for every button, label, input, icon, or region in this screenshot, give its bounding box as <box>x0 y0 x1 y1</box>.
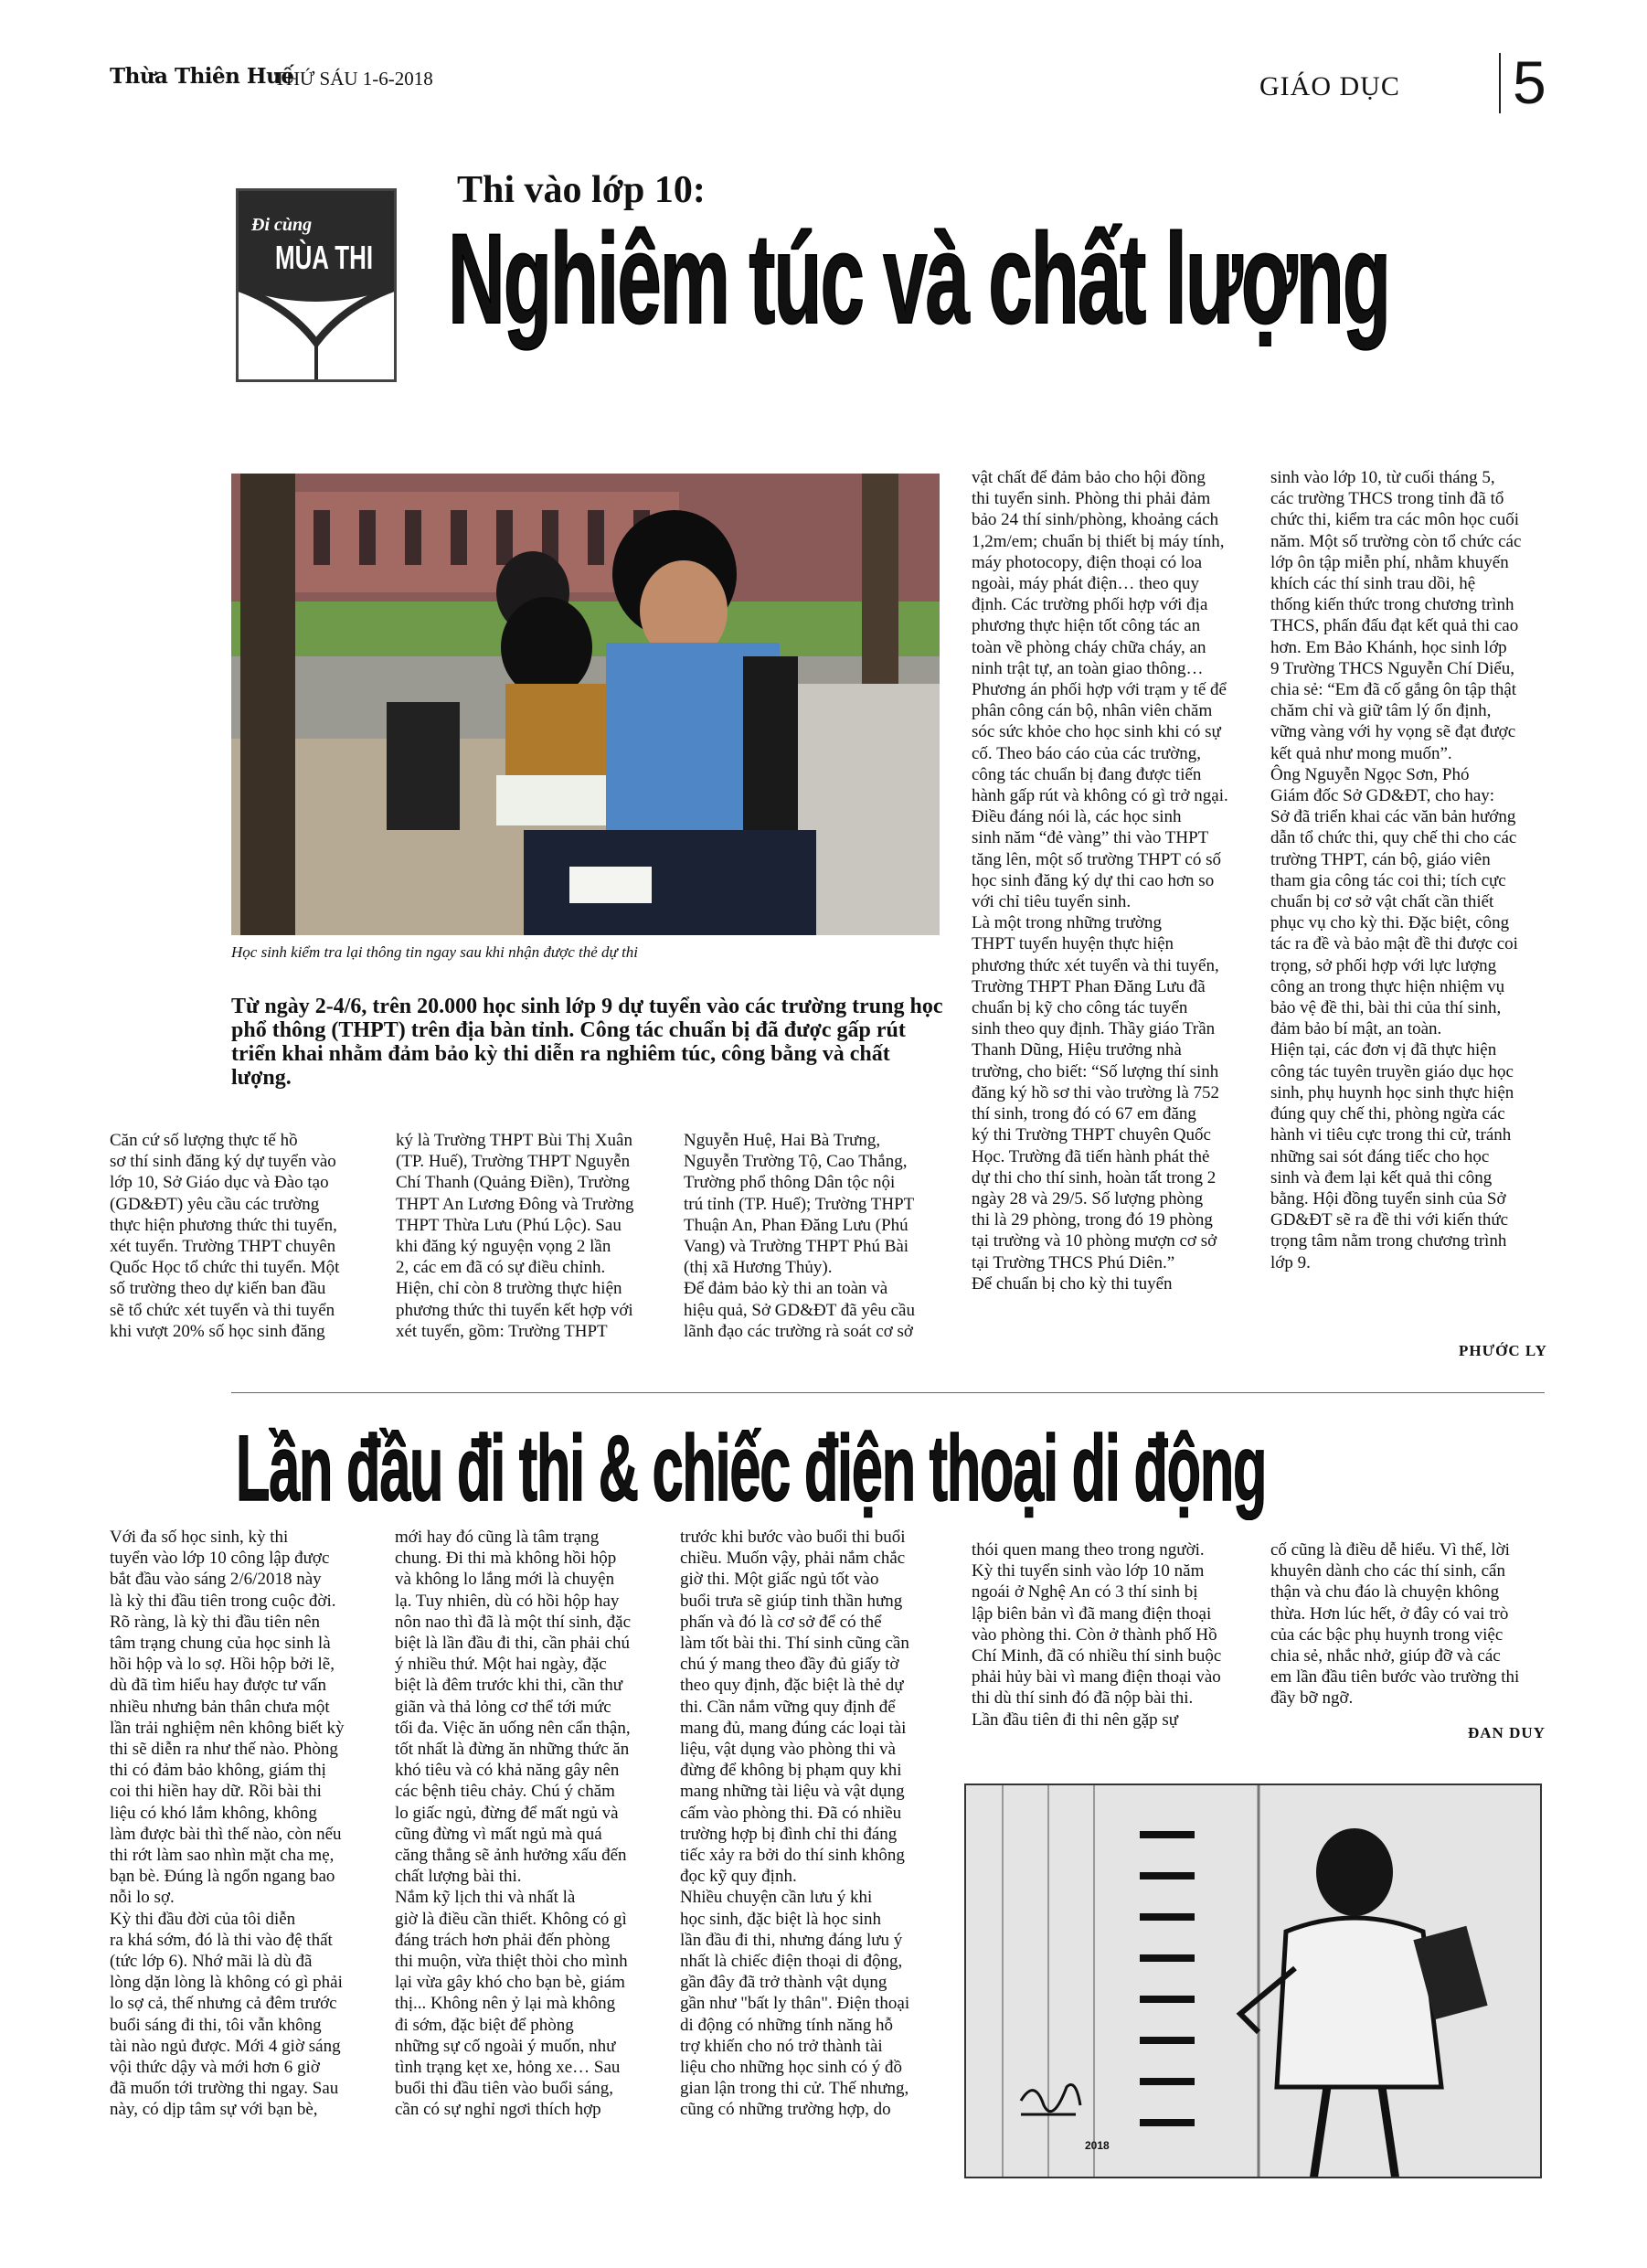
header-divider <box>1499 53 1501 113</box>
page-number: 5 <box>1513 48 1546 116</box>
article2-column-5: cố cũng là điều dễ hiểu. Vì thế, lời khuyên dành cho các thí sinh, cẩn thận và chu đáo là chuyện không thừa. Hơn lúc hết, ở đây có vai trò của các bậc phụ huynh trong việc chia sẻ, nhắc nhở, giúp đỡ và các em lần đầu tiên bước vào trường thi đầy bỡ ngỡ. <box>1270 1540 1520 1709</box>
photo-caption: Học sinh kiểm tra lại thông tin ngay sau khi nhận được thẻ dự thi <box>231 943 639 961</box>
students-photo <box>231 474 940 935</box>
article-column-2: ký là Trường THPT Bùi Thị Xuân (TP. Huế), Trường THPT Nguyễn Chí Thanh (Quảng Điền), Trường THPT An Lương Đông và Trường THPT Thừa Lưu (Phú Lộc). Sau khi đăng ký nguyện vọng 2 lần 2, các em đã có sự điều chỉnh. Hiện, chỉ còn 8 trường thực hiện phương thức thi tuyển kết hợp với xét tuyển, gồm: Trường THPT <box>396 1131 634 1341</box>
article2-column-2: mới hay đó cũng là tâm trạng chung. Đi thi mà không hồi hộp và không lo lắng mới là chuyện lạ. Tuy nhiên, dù có hồi hộp hay nôn nao thì đã là một thí sinh, đặc biệt là lần đầu đi thi, cần phải chú ý nhiều thứ. Một hai ngày, đặc biệt là đêm trước khi thi, cần thư giãn và thả lỏng cơ thể tới mức tối đa. Việc ăn uống nên cẩn thận, tốt nhất là đừng ăn những thức ăn khó tiêu và có khả năng gây nên các bệnh tiêu chảy. Chú ý chăm lo giấc ngủ, đừng để mất ngủ và cũng đừng vì mất ngủ mà quá căng thẳng sẽ ảnh hưởng xấu đến chất lượng bài thi. Nắm kỹ lịch thi và nhất là giờ là điều cần thiết. Không có gì đáng trách hơn phải đến phòng thi muộn, vừa thiệt thòi cho mình lại vừa gây khó cho bạn bè, giám thị... Không nên ỷ lại mà không đi sớm, đặc biệt để phòng những sự cố ngoài ý muốn, như tình trạng kẹt xe, hỏng xe… Sau buổi thi đầu tiên vào buổi sáng, cần có sự nghỉ ngơi thích hợp <box>395 1528 632 2120</box>
series-logo <box>236 188 397 382</box>
logo-line-large: MÙA THI <box>275 239 374 276</box>
issue-date: THỨ SÁU 1-6-2018 <box>274 68 433 90</box>
article-divider <box>231 1392 1545 1393</box>
newspaper-brand: Thừa Thiên Huế <box>110 64 294 89</box>
article2-headline: Lần đầu đi thi & chiếc điện thoại di động <box>236 1416 1267 1520</box>
section-title: GIÁO DỤC <box>1259 71 1400 101</box>
article-column-3: Nguyễn Huệ, Hai Bà Trưng, Nguyễn Trường Tộ, Cao Thắng, Trường phổ thông Dân tộc nội trú tỉnh (TP. Huế); Trường THPT Thuận An, Phan Đăng Lưu (Phú Vang) và Trường THPT Phú Bài (thị xã Hương Thủy). Để đảm bảo kỳ thi an toàn và hiệu quả, Sở GD&ĐT đã yêu cầu lãnh đạo các trường rà soát cơ sở <box>684 1131 915 1341</box>
article2-column-4: thói quen mang theo trong người. Kỳ thi tuyển sinh vào lớp 10 năm ngoái ở Nghệ An có 3 thí sinh bị lập biên bản vì đã mang điện thoại vào phòng thi. Còn ở thành phố Hồ Chí Minh, đã có nhiều thí sinh buộc phải hủy bài vì mang điện thoại vào thi dù thí sinh đó đã nộp bài thi. Lần đầu tiên đi thi nên gặp sự <box>972 1540 1222 1730</box>
article-column-4: vật chất để đảm bảo cho hội đồng thi tuyển sinh. Phòng thi phải đảm bảo 24 thí sinh/phòng, khoảng cách 1,2m/em; chuẩn bị thiết bị máy tính, máy photocopy, điện thoại có loa ngoài, máy phát điện… theo quy định. Các trường phối hợp với địa phương thực hiện tốt công tác an toàn về phòng cháy chữa cháy, an ninh trật tự, an toàn giao thông… Phương án phối hợp với trạm y tế để phân công cán bộ, nhân viên chăm sóc sức khỏe cho học sinh khi có sự cố. Theo báo cáo của các trường, công tác chuẩn bị đang được tiến hành gấp rút và không có gì trở ngại. Điều đáng nói là, các học sinh sinh năm “đẻ vàng” thi vào THPT tăng lên, một số trường THPT có số học sinh đăng ký dự thi cao hơn so với chỉ tiêu tuyển sinh. Là một trong những trường THPT tuyển huyện thực hiện phương thức xét tuyển và thi tuyển, Trường THPT Phan Đăng Lưu đã chuẩn bị kỹ cho công tác tuyển sinh theo quy định. Thầy giáo Trần Thanh Dũng, Hiệu trưởng nhà trường, cho biết: “Số lượng thí sinh đăng ký hồ sơ thi vào trường là 752 thí sinh, trong đó có 67 em đăng ký thi Trường THPT chuyên Quốc Học. Trường đã tiến hành phát thẻ dự thi cho thí sinh, hoàn tất trong 2 ngày 28 và 29/5. Số lượng phòng thi là 29 phòng, trong đó 19 phòng tại trường và 10 phòng mượn cơ sở tại Trường THCS Phú Diên.” Để chuẩn bị cho kỳ thi tuyển <box>972 468 1228 1294</box>
article-headline: Nghiêm túc và chất lượng <box>448 207 1390 350</box>
open-book-icon <box>239 279 394 379</box>
logo-line-small: Đi cùng <box>251 215 313 235</box>
article2-column-3: trước khi bước vào buổi thi buổi chiều. Muốn vậy, phải nắm chắc giờ thi. Một giấc ngủ tốt vào buổi trưa sẽ giúp tinh thần hưng phấn và đó là cơ sở để có thể làm tốt bài thi. Thí sinh cũng cần chú ý mang theo đầy đủ giấy tờ theo quy định, đặc biệt là thẻ dự thi. Cần nắm vững quy định để mang đủ, mang đúng các loại tài liệu, vật dụng vào phòng thi và đừng để không bị phạm quy khi mang những tài liệu và vật dụng cấm vào phòng thi. Đã có nhiều trường hợp bị đình chỉ thi đáng tiếc xảy ra bởi do thí sinh không đọc kỹ quy định. Nhiều chuyện cần lưu ý khi học sinh, đặc biệt là học sinh lần đầu đi thi, nhưng đáng lưu ý nhất là chiếc điện thoại di động, gần đây đã trở thành vật dụng gần như "bất ly thân". Điện thoại di động có những tính năng hỗ trợ khiến cho nó trở thành tài liệu cho những học sinh có ý đồ gian lận trong thi cử. Thế nhưng, cũng có những trường hợp, do <box>680 1528 910 2120</box>
student-sketch-illustration <box>964 1784 1542 2178</box>
article2-byline: ĐAN DUY <box>1468 1724 1546 1741</box>
article-kicker: Thi vào lớp 10: <box>457 169 706 211</box>
article-lead: Từ ngày 2-4/6, trên 20.000 học sinh lớp 9 dự tuyển vào các trường trung học phổ thông (THPT) trên địa bàn tỉnh. Công tác chuẩn bị đã được gấp rút triển khai nhằm đảm bảo kỳ thi diễn ra nghiêm túc, công bằng và chất lượng. <box>231 995 943 1090</box>
sketch-year: 2018 <box>1085 2139 1110 2152</box>
article-column-5: sinh vào lớp 10, từ cuối tháng 5, các trường THCS trong tỉnh đã tổ chức thi, kiểm tra các môn học cuối năm. Một số trường còn tổ chức các lớp ôn tập miễn phí, nhằm khuyến khích các thí sinh trau dồi, hệ thống kiến thức trong chương trình THCS, phấn đấu đạt kết quả thi cao hơn. Em Bảo Khánh, học sinh lớp 9 Trường THCS Nguyễn Chí Diểu, chia sẻ: “Em đã cố gắng ôn tập thật chăm chỉ và giữ tâm lý ổn định, vững vàng với hy vọng sẽ đạt được kết quả như mong muốn”. Ông Nguyễn Ngọc Sơn, Phó Giám đốc Sở GD&ĐT, cho hay: Sở đã triển khai các văn bản hướng dẫn tổ chức thi, quy chế thi cho các trường THPT, cán bộ, giáo viên tham gia công tác coi thi; tích cực chuẩn bị cơ sở vật chất cần thiết phục vụ cho kỳ thi. Đặc biệt, công tác ra đề và bảo mật đề thi được coi trọng, sở phối hợp với lực lượng công an trong thực hiện nhiệm vụ bảo vệ đề thi, bài thi của thí sinh, đảm bảo bí mật, an toàn. Hiện tại, các đơn vị đã thực hiện công tác tuyên truyền giáo dục học sinh, phụ huynh học sinh thực hiện đúng quy chế thi, phòng ngừa các hành vi tiêu cực trong thi cử, tránh những sai sót đáng tiếc cho học sinh và đem lại kết quả thi công bằng. Hội đồng tuyển sinh của Sở GD&ĐT sẽ ra đề thi với kiến thức trọng tâm nằm trong chương trình lớp 9. <box>1270 468 1522 1272</box>
article-byline: PHƯỚC LY <box>1459 1342 1547 1359</box>
article2-column-1: Với đa số học sinh, kỳ thi tuyển vào lớp 10 công lập được bắt đầu vào sáng 2/6/2018 này là kỳ thi đầu tiên trong cuộc đời. Rõ ràng, là kỳ thi đầu tiên nên tâm trạng chung của học sinh là hồi hộp và lo sợ. Hồi hộp bởi lẽ, dù đã tìm hiểu hay được tư vấn nhiều nhưng bản thân chưa một lần trải nghiệm nên không biết kỳ thi sẽ diễn ra như thế nào. Phòng thi có đảm bảo không, giám thị coi thi hiền hay dữ. Rồi bài thi liệu có khó lắm không, không làm được bài thì thế nào, còn nếu thi rớt làm sao nhìn mặt cha mẹ, bạn bè. Đúng là ngổn ngang bao nỗi lo sợ. Kỳ thi đầu đời của tôi diễn ra khá sớm, đó là thi vào đệ thất (tức lớp 6). Nhớ mãi là dù đã lòng dặn lòng là không có gì phải lo sợ cả, thế nhưng cả đêm trước buổi sáng đi thi, tôi vẫn không tài nào ngủ được. Mới 4 giờ sáng vội thức dậy và mới hơn 6 giờ đã muốn tới trường thi ngay. Sau này, có dịp tâm sự với bạn bè, <box>110 1528 345 2120</box>
article-column-1: Căn cứ số lượng thực tế hồ sơ thí sinh đăng ký dự tuyển vào lớp 10, Sở Giáo dục và Đào tạo (GD&ĐT) yêu cầu các trường thực hiện phương thức thi tuyển, xét tuyển. Trường THPT chuyên Quốc Học tổ chức thi tuyển. Một số trường theo dự kiến ban đầu sẽ tổ chức xét tuyển và thi tuyển khi vượt 20% số học sinh đăng <box>110 1131 340 1341</box>
